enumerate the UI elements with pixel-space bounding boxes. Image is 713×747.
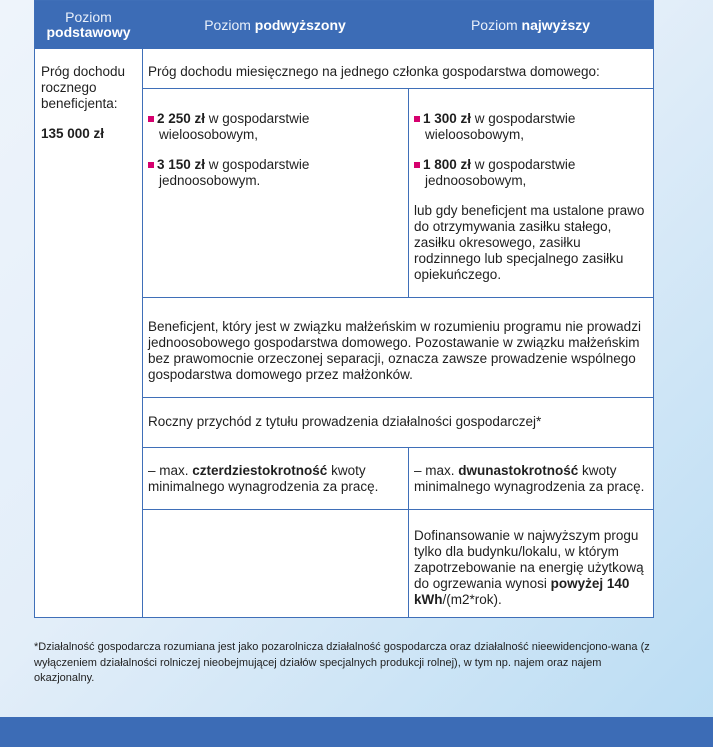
divider <box>142 509 653 510</box>
footnote: *Działalność gospodarcza rozumiana jest jako pozarolnicza działalność gospodarcza oraz działalność nieewidencjono-wana (z wyłączeniem działalności rolniczej nieobejmującej działów specjalnych produkcji rolnej), w tym np. najem oraz najem okazjonalny. <box>34 641 650 684</box>
header-raised-level <box>142 1 408 49</box>
highest-single-amount: 1 800 zł <box>423 157 472 172</box>
divider <box>142 88 653 89</box>
highest-multi-amount: 1 300 zł <box>423 111 472 126</box>
cofinancing-note <box>414 528 650 608</box>
basic-label: Próg dochodu rocznego beneficjenta: <box>41 64 126 111</box>
highest-thresholds <box>414 111 649 283</box>
raised-multi-text: w gospodarstwie <box>205 111 310 126</box>
highest-or-text: lub gdy beneficjent ma ustalone prawo do otrzymywania zasiłku stałego, zasiłku okresowego, zasiłku rodzinnego lub specjalnego zasiłku opiekuńczego. <box>414 203 645 282</box>
cofinancing-post: /(m2*rok). <box>442 592 502 607</box>
marriage-text: Beneficjent, który jest w związku małżeńskim w rozumieniu programu nie prowadzi jednoosobowego gospodarstwa domowego. Pozostawanie w związku małżeńskim bez prawomocnie orzeczonej separacji, oznacza zawsze prowadzenie wspólnego gospodarstwa domowego przez małżonków. <box>148 319 641 382</box>
bullet-icon <box>148 116 154 122</box>
header-highest-level <box>408 1 653 49</box>
monthly-income-label: Próg dochodu miesięcznego na jednego członka gospodarstwa domowego: <box>148 64 600 79</box>
bullet-icon <box>414 116 420 122</box>
divider <box>408 447 409 618</box>
header-basic-bold: podstawowy <box>46 24 131 40</box>
highest-max-pre: – max. <box>414 463 459 478</box>
cofinancing-pre: Dofinansowanie w najwyższym progu tylko dla budynku/lokalu, w którym zapotrzebowanie na energię użytkową do ogrzewania wynosi <box>414 528 644 591</box>
header-basic-pre: Poziom <box>65 9 112 25</box>
basic-amount: 135 000 zł <box>41 126 105 141</box>
raised-max-bold: czterdziestokrotność <box>192 463 328 478</box>
highest-single-text: w gospodarstwie <box>471 157 576 172</box>
header-raised-pre: Poziom <box>204 16 255 33</box>
raised-single-item <box>148 157 403 189</box>
divider <box>142 447 653 448</box>
bullet-icon <box>148 162 154 168</box>
highest-single-text2: jednoosobowym, <box>425 173 527 188</box>
divider <box>142 397 653 398</box>
divider <box>142 297 653 298</box>
bullet-icon <box>414 162 420 168</box>
cofinancing-bold: powyżej 140 kWh <box>414 576 630 607</box>
raised-multi-amount: 2 250 zł <box>157 111 206 126</box>
income-threshold-table <box>34 0 654 618</box>
highest-max-post: kwoty minimalnego wynagrodzenia za pracę. <box>414 463 645 494</box>
divider <box>142 49 143 618</box>
header-basic-level <box>35 1 142 49</box>
raised-multi-text2: wieloosobowym, <box>159 127 259 142</box>
raised-thresholds <box>148 111 403 203</box>
business-income-label: Roczny przychód z tytułu prowadzenia działalności gospodarczej* <box>148 414 542 429</box>
raised-single-amount: 3 150 zł <box>157 157 206 172</box>
raised-max-income <box>148 463 403 495</box>
highest-multi-text: w gospodarstwie <box>471 111 576 126</box>
bottom-bar <box>0 717 713 747</box>
basic-cell <box>41 64 139 142</box>
highest-max-bold: dwunastokrotność <box>458 463 579 478</box>
highest-multi-text2: wieloosobowym, <box>425 127 525 142</box>
header-highest-bold: najwyższy <box>521 16 591 33</box>
highest-single-item <box>414 157 649 189</box>
raised-single-text2: jednoosobowym. <box>159 173 261 188</box>
highest-multi-item <box>414 111 649 143</box>
raised-multi-item <box>148 111 403 143</box>
raised-max-pre: – max. <box>148 463 193 478</box>
header-highest-pre: Poziom <box>470 16 522 33</box>
highest-max-income <box>414 463 649 495</box>
divider <box>408 88 409 297</box>
raised-single-text: w gospodarstwie <box>205 157 310 172</box>
raised-max-post: kwoty minimalnego wynagrodzenia za pracę. <box>148 463 379 494</box>
header-raised-bold: podwyższony <box>254 16 346 33</box>
